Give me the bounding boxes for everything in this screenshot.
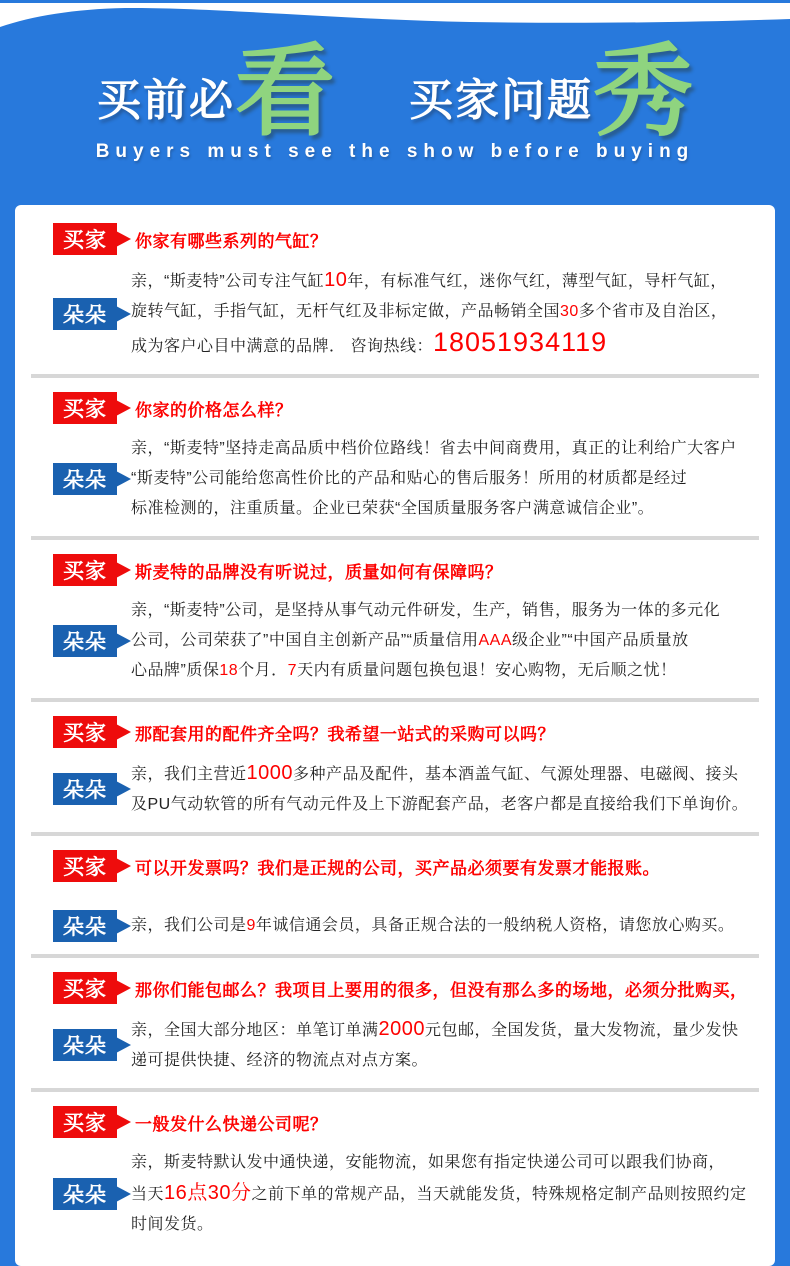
qa-block [15, 702, 775, 832]
answer-line [131, 434, 755, 464]
answer-highlight: 7 [287, 662, 298, 679]
answer-segment: 成为客户心目中满意的品牌． 咨询热线： [131, 338, 433, 355]
answer-highlight: 9 [246, 917, 256, 934]
buyer-badge-label: 买家 [63, 229, 107, 252]
answer-row [53, 910, 755, 942]
question-text: 斯麦特的品牌没有听说过，质量如何有保障吗？ [135, 562, 503, 582]
seller-badge [53, 463, 117, 495]
answer-line [131, 1148, 755, 1178]
answer-line [131, 656, 755, 686]
answer-row [53, 434, 755, 524]
answer-segment: 年诚信通会员，具备正规合法的一般纳税人资格，请您放心购买。 [255, 917, 735, 934]
phone-number: 18051934119 [432, 327, 608, 357]
answer-segment: 之前下单的常规产品，当天就能发货，特殊规格定制产品则按照约定 [251, 1186, 747, 1203]
seller-badge-label: 朵朵 [63, 631, 107, 654]
answer-row [53, 596, 755, 686]
top-wave-decoration [0, 3, 790, 33]
buyer-badge-label: 买家 [63, 1112, 107, 1135]
answer-line [131, 1178, 755, 1210]
answer-highlight: AAA [478, 632, 513, 649]
answer-line [131, 911, 755, 941]
seller-badge-label: 朵朵 [63, 1184, 107, 1207]
answer-segment: 标准检测的，注重质量。企业已荣获“全国质量服务客户满意诚信企业”。 [131, 500, 655, 517]
answer-segment: 旋转气缸，手指气缸，无杆气红及非标定做，产品畅销全国 [131, 303, 561, 320]
buyer-badge-label: 买家 [63, 856, 107, 879]
seller-badge [53, 773, 117, 805]
answer-segment: 公司，公司荣获了”中国自主创新产品”“质量信用 [131, 632, 479, 649]
seller-badge-label: 朵朵 [63, 303, 107, 327]
answer-segment: 年，有标准气红，迷你气红，薄型气缸，导杆气缸， [347, 273, 727, 290]
answer-line [131, 1210, 755, 1240]
answer-row [53, 758, 755, 820]
answer-segment: 多种产品及配件，基本酒盖气缸、气源处理器、电磁阀、接头 [293, 766, 739, 783]
answer-line [131, 265, 755, 297]
answer-text [131, 758, 755, 820]
question-row [53, 554, 755, 586]
answer-segment: 亲，斯麦特默认发中通快递，安能物流，如果您有指定快递公司可以跟我们协商， [131, 1154, 726, 1171]
answer-highlight: 30 [560, 303, 579, 320]
seller-badge-label: 朵朵 [63, 916, 107, 939]
answer-highlight: 1000 [246, 762, 294, 784]
seller-badge [53, 625, 117, 657]
answer-segment: “斯麦特”公司能给您高性价比的产品和贴心的售后服务！所用的材质都是经过 [131, 470, 688, 487]
answer-segment: 亲，“斯麦特”公司专注气缸 [131, 273, 325, 290]
answer-text [131, 434, 755, 524]
hero-title-part1: 买前必 [97, 76, 235, 125]
seller-badge-label: 朵朵 [63, 1035, 107, 1058]
hero-title-part2: 买家问题 [409, 76, 593, 125]
qa-block [15, 540, 775, 698]
question-text: 一般发什么快递公司呢？ [135, 1114, 328, 1134]
answer-highlight: 16点30分 [164, 1182, 252, 1204]
question-row [53, 1106, 755, 1138]
answer-line [131, 464, 755, 494]
answer-text [131, 265, 755, 362]
answer-line [131, 327, 755, 362]
answer-text [131, 911, 755, 941]
answer-highlight: 2000 [378, 1018, 426, 1040]
buyer-badge [53, 972, 117, 1004]
buyer-badge-label: 买家 [63, 560, 107, 583]
seller-badge [53, 910, 117, 942]
seller-badge [53, 298, 117, 330]
answer-segment: 亲，“斯麦特”公司，是坚持从事气动元件研发，生产，销售，服务为一体的多元化 [131, 602, 721, 619]
qa-block [15, 958, 775, 1088]
buyer-badge-label: 买家 [63, 398, 107, 421]
answer-segment: 递可提供快捷、经济的物流点对点方案。 [131, 1052, 429, 1069]
question-row [53, 716, 755, 748]
answer-segment: 及PU气动软管的所有气动元件及上下游配套产品，老客户都是直接给我们下单询价。 [131, 796, 749, 813]
seller-badge-label: 朵朵 [63, 779, 107, 802]
answer-row [53, 265, 755, 362]
seller-badge [53, 1029, 117, 1061]
answer-line [131, 596, 755, 626]
hero-title [0, 36, 790, 148]
answer-line [131, 1046, 755, 1076]
answer-segment: 亲，全国大部分地区：单笔订单满 [131, 1022, 379, 1039]
buyer-badge-label: 买家 [63, 978, 107, 1001]
qa-block [15, 209, 775, 374]
answer-highlight: 10 [324, 269, 348, 291]
hero-subtitle: Buyers must see the show before buying [95, 141, 695, 162]
answer-segment: 亲，我们主营近 [131, 766, 247, 783]
qa-block [15, 836, 775, 954]
answer-segment: 时间发货。 [131, 1216, 214, 1233]
seller-badge-label: 朵朵 [63, 469, 107, 492]
hero-title-big2: 秀 [593, 36, 693, 148]
hero-title-big1: 看 [235, 36, 335, 148]
question-row [53, 972, 755, 1004]
answer-line [131, 790, 755, 820]
answer-row [53, 1014, 755, 1076]
question-text: 那配套用的配件齐全吗？我希望一站式的采购可以吗？ [135, 724, 555, 744]
buyer-badge [53, 392, 117, 424]
answer-segment: 个月． [238, 662, 288, 679]
answer-text [131, 1148, 755, 1240]
qa-block [15, 378, 775, 536]
answer-line [131, 297, 755, 327]
buyer-badge [53, 554, 117, 586]
answer-segment: 天内有质量问题包换包退！安心购物，无后顺之忧！ [297, 662, 677, 679]
answer-text [131, 1014, 755, 1076]
answer-segment: 当天 [131, 1186, 165, 1203]
answer-segment: 心品牌”质保 [131, 662, 220, 679]
answer-row [53, 1148, 755, 1240]
qa-block [15, 1092, 775, 1252]
question-row [53, 850, 755, 882]
answer-segment: 级企业”“中国产品质量放 [512, 632, 689, 649]
buyer-badge [53, 1106, 117, 1138]
question-row [53, 392, 755, 424]
answer-line [131, 626, 755, 656]
question-text: 你家的价格怎么样？ [135, 400, 293, 420]
buyer-badge-label: 买家 [63, 722, 107, 745]
answer-line [131, 758, 755, 790]
question-text: 那你们能包邮么？我项目上要用的很多，但没有那么多的场地，必须分批购买， [135, 980, 748, 1000]
answer-highlight: 18 [219, 662, 239, 679]
answer-segment: 元包邮，全国发货，量大发物流，量少发快 [425, 1022, 739, 1039]
qa-card [15, 205, 775, 1266]
hero-banner [0, 0, 790, 205]
buyer-badge [53, 716, 117, 748]
answer-text [131, 596, 755, 686]
answer-segment: 亲，我们公司是 [131, 917, 247, 934]
answer-line [131, 494, 755, 524]
answer-segment: 多个省市及自治区， [578, 303, 728, 320]
answer-segment: 亲，“斯麦特”坚持走高品质中档价位路线！省去中间商费用，真正的让利给广大客户 [131, 440, 737, 457]
seller-badge [53, 1178, 117, 1210]
answer-line [131, 1014, 755, 1046]
buyer-badge [53, 223, 117, 255]
question-text: 可以开发票吗？我们是正规的公司，买产品必须要有发票才能报账。 [135, 858, 660, 878]
question-row [53, 223, 755, 255]
buyer-badge [53, 850, 117, 882]
question-text: 你家有哪些系列的气缸？ [135, 231, 328, 251]
